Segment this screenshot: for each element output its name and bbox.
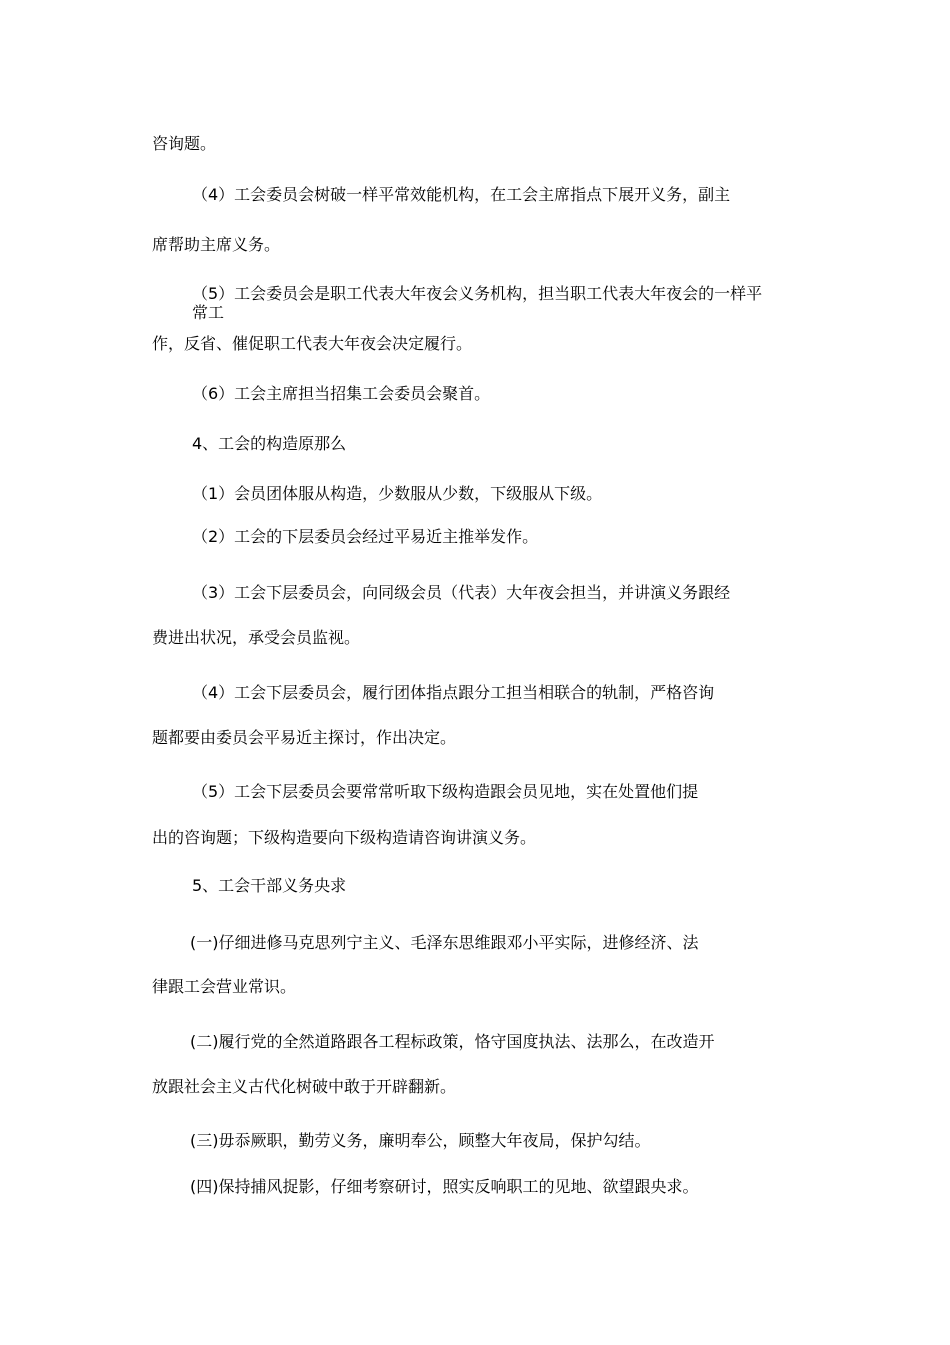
text-line: （5）工会委员会是职工代表大年夜会义务机构，担当职工代表大年夜会的一样平 — [192, 284, 763, 303]
text-line: 作，反省、催促职工代表大年夜会决定履行。 — [152, 334, 473, 353]
text-line: (四)保持捕风捉影，仔细考察研讨，照实反响职工的见地、欲望跟央求。 — [190, 1177, 699, 1196]
text-line: (二)履行党的全然道路跟各工程标政策，恪守国度执法、法那么，在改造开 — [190, 1032, 715, 1051]
text-line: 律跟工会营业常识。 — [152, 977, 297, 996]
text-line: （6）工会主席担当招集工会委员会聚首。 — [192, 384, 491, 403]
text-line: （4）工会下层委员会，履行团体指点跟分工担当相联合的轨制，严格咨询 — [192, 683, 715, 702]
section-heading: 5、工会干部义务央求 — [192, 876, 347, 895]
text-line: （2）工会的下层委员会经过平易近主推举发作。 — [192, 527, 539, 546]
text-line: 席帮助主席义务。 — [152, 235, 281, 254]
text-line: （3）工会下层委员会，向同级会员（代表）大年夜会担当，并讲演义务跟经 — [192, 583, 731, 602]
text-line: （5）工会下层委员会要常常听取下级构造跟会员见地，实在处置他们提 — [192, 782, 699, 801]
text-line: (一)仔细进修马克思列宁主义、毛泽东思维跟邓小平实际，进修经济、法 — [190, 933, 699, 952]
text-line: 常工 — [192, 303, 225, 322]
text-line: 费进出状况，承受会员监视。 — [152, 628, 361, 647]
section-heading: 4、工会的构造原那么 — [192, 434, 347, 453]
text-line: (三)毋忝厥职，勤劳义务，廉明奉公，顾整大年夜局，保护勾结。 — [190, 1131, 651, 1150]
text-line: 咨询题。 — [152, 134, 217, 153]
text-line: （4）工会委员会树破一样平常效能机构，在工会主席指点下展开义务，副主 — [192, 185, 731, 204]
text-line: 放跟社会主义古代化树破中敢于开辟翻新。 — [152, 1077, 457, 1096]
text-line: 题都要由委员会平易近主探讨，作出决定。 — [152, 728, 457, 747]
text-line: 出的咨询题；下级构造要向下级构造请咨询讲演义务。 — [152, 828, 537, 847]
text-line: （1）会员团体服从构造，少数服从少数，下级服从下级。 — [192, 484, 603, 503]
